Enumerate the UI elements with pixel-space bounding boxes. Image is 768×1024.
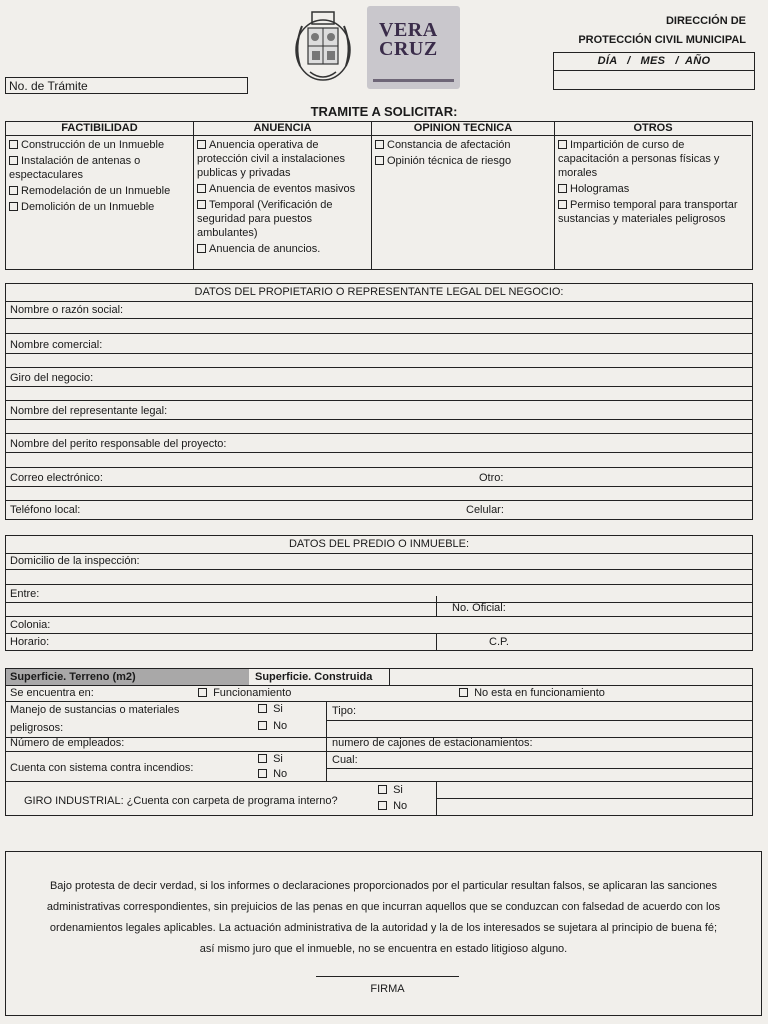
option-label: Demolición de un Inmueble (21, 201, 155, 213)
option-label: No (393, 800, 408, 812)
representante-field[interactable] (6, 401, 752, 420)
checkbox[interactable] (197, 184, 206, 193)
checkbox[interactable] (375, 156, 384, 165)
superficie-row (6, 669, 752, 686)
telefono-field[interactable] (6, 501, 752, 518)
field-label: Tipo: (332, 705, 357, 717)
manejo-no-option[interactable] (258, 720, 287, 732)
field-label: Número de empleados: (10, 737, 125, 749)
declaration-line: Bajo protesta de decir verdad, si los informes o declaraciones proporcionados por el particular resultan falsos, se aplicaran las sanciones (49, 880, 718, 892)
correo-field[interactable] (6, 468, 752, 487)
option-item[interactable] (558, 138, 748, 180)
property-section (5, 535, 753, 651)
column-opinion-tecnica (372, 122, 555, 269)
declaration-box (5, 851, 762, 1016)
field-label: Superficie. Construida (255, 671, 373, 683)
blank-row[interactable] (6, 420, 752, 434)
option-label: Temporal (Verificación de seguridad para puestos ambulantes) (197, 199, 333, 239)
perito-field[interactable] (6, 434, 752, 453)
no-oficial-row[interactable] (6, 603, 752, 617)
field-label: Entre: (10, 588, 40, 600)
option-item[interactable] (558, 182, 748, 196)
checkbox[interactable] (9, 186, 18, 195)
declaration-line: así mismo juro que el inmueble, no se encuentra en estado litigioso alguno. (199, 943, 568, 955)
checkbox[interactable] (9, 202, 18, 211)
divider (326, 768, 752, 769)
option-label: Si (273, 753, 283, 765)
option-label: Si (393, 784, 403, 796)
checkbox[interactable] (197, 200, 206, 209)
incendios-no-option[interactable] (258, 768, 287, 780)
field-label: Giro del negocio: (10, 372, 94, 384)
option-item[interactable] (375, 154, 551, 168)
checkbox[interactable] (378, 785, 387, 794)
entre-field[interactable] (6, 585, 752, 603)
option-label: Instalación de antenas o espectaculares (9, 155, 141, 181)
signature-line[interactable] (316, 976, 459, 977)
checkbox[interactable] (258, 721, 267, 730)
field-label: Correo electrónico: (10, 472, 103, 484)
option-label: No (273, 720, 288, 732)
giro-industrial-row (6, 782, 752, 815)
divider (436, 798, 752, 799)
horario-field[interactable] (6, 634, 752, 650)
divider (436, 634, 437, 650)
field-label: Teléfono local: (10, 504, 81, 516)
blank-row[interactable] (6, 487, 752, 501)
option-label: Si (273, 703, 283, 715)
divider (326, 738, 327, 752)
field-label: Nombre del representante legal: (10, 405, 168, 417)
field-label: Manejo de sustancias o materiales (10, 704, 180, 716)
option-label: Constancia de afectación (387, 139, 511, 151)
option-label: Anuencia de eventos masivos (209, 183, 356, 195)
blank-row[interactable] (6, 319, 752, 334)
option-label: Construcción de un Inmueble (21, 139, 165, 151)
owner-section-title: DATOS DEL PROPIETARIO O REPRESENTANTE LEGAL DEL NEGOCIO: (6, 284, 752, 302)
option-label: Anuencia operativa de protección civil a instalaciones publicas y privadas (197, 139, 345, 179)
column-anuencia (194, 122, 372, 269)
checkbox[interactable] (197, 244, 206, 253)
divider (326, 752, 327, 782)
checkbox[interactable] (558, 200, 567, 209)
option-item[interactable] (197, 182, 368, 196)
checkbox[interactable] (9, 140, 18, 149)
direction-title (566, 12, 746, 50)
direction-line-2: PROTECCIÓN CIVIL MUNICIPAL (578, 34, 746, 46)
declaration-text (14, 876, 753, 960)
option-label: No (273, 768, 288, 780)
field-label: peligrosos: (10, 722, 64, 734)
owner-section (5, 283, 753, 520)
field-label: No. Oficial: (452, 602, 506, 614)
signature-label: FIRMA (370, 983, 405, 995)
field-label: Nombre del perito responsable del proyecto: (10, 438, 227, 450)
option-label: Permiso temporal para transportar sustancias y materiales peligrosos (558, 199, 738, 225)
field-label: Nombre o razón social: (10, 304, 124, 316)
domicilio-field[interactable] (6, 553, 752, 570)
tramite-number-label: No. de Trámite (9, 79, 88, 93)
checkbox[interactable] (378, 801, 387, 810)
field-label: Horario: (10, 636, 50, 648)
option-label: Funcionamiento (213, 687, 292, 699)
field-label: Otro: (479, 472, 504, 484)
field-label: Nombre comercial: (10, 339, 103, 351)
date-field[interactable] (554, 71, 754, 88)
razon-social-field[interactable] (6, 301, 752, 319)
column-header: FACTIBILIDAD (6, 122, 193, 136)
divider (389, 669, 390, 686)
option-label: Impartición de curso de capacitación a personas físicas y morales (558, 139, 720, 179)
checkbox[interactable] (197, 140, 206, 149)
checkbox[interactable] (198, 688, 207, 697)
tramite-table (5, 121, 753, 270)
details-section (5, 668, 753, 816)
option-item[interactable] (9, 138, 190, 152)
option-label: Anuencia de anuncios. (209, 243, 321, 255)
funcionamiento-option[interactable] (198, 687, 291, 699)
giro-field[interactable] (6, 368, 752, 387)
field-label: Cuenta con sistema contra incendios: (10, 762, 194, 774)
checkbox[interactable] (258, 704, 267, 713)
field-label: Cual: (332, 754, 358, 766)
checkbox[interactable] (459, 688, 468, 697)
field-label: Colonia: (10, 619, 51, 631)
checkbox[interactable] (558, 140, 567, 149)
option-label: No esta en funcionamiento (474, 687, 605, 699)
logo-tagline (373, 79, 454, 82)
declaration-line: administrativas correspondientes, sin prejuicios de las penas en que incurran aquellos que se conduzcan con falsedad de acuerdo con los (46, 901, 721, 913)
giro-no-option[interactable] (378, 800, 407, 812)
option-item[interactable] (9, 154, 190, 182)
blank-row[interactable] (6, 453, 752, 468)
tramite-number-field[interactable] (5, 77, 248, 94)
state-seal-logo (290, 6, 356, 88)
option-label: Remodelación de un Inmueble (21, 185, 171, 197)
column-otros (555, 122, 751, 269)
option-item[interactable] (558, 198, 748, 226)
field-label: GIRO INDUSTRIAL: ¿Cuenta con carpeta de programa interno? (24, 795, 338, 807)
colonia-field[interactable] (6, 617, 752, 634)
field-label: numero de cajones de estacionamientos: (332, 737, 533, 749)
option-label: Opinión técnica de riesgo (387, 155, 512, 167)
option-item[interactable] (197, 138, 368, 180)
direction-line-1: DIRECCIÓN DE (665, 15, 746, 27)
checkbox[interactable] (558, 184, 567, 193)
blank-row[interactable] (6, 354, 752, 368)
logo-text-cruz: CRUZ (379, 38, 438, 60)
date-header: DÍA / MES / AÑO (554, 53, 754, 71)
option-item[interactable] (375, 138, 551, 152)
blank-row[interactable] (6, 570, 752, 585)
logo-text-vera: VERA (379, 19, 438, 41)
checkbox[interactable] (258, 769, 267, 778)
option-item[interactable] (197, 242, 368, 256)
option-item[interactable] (9, 184, 190, 198)
manejo-si-option[interactable] (258, 703, 283, 715)
column-header: OTROS (555, 122, 751, 136)
giro-si-option[interactable] (378, 784, 403, 796)
date-box (553, 52, 755, 90)
checkbox[interactable] (258, 754, 267, 763)
field-label: Domicilio de la inspección: (10, 555, 140, 567)
incendios-si-option[interactable] (258, 753, 283, 765)
column-header: OPINION TECNICA (372, 122, 554, 136)
tramite-title: TRAMITE A SOLICITAR: (310, 104, 458, 119)
divider (436, 596, 437, 617)
field-label: Superficie. Terreno (m2) (10, 671, 136, 683)
option-item[interactable] (197, 198, 368, 240)
checkbox[interactable] (375, 140, 384, 149)
veracruz-logo (367, 6, 460, 89)
option-label: Hologramas (570, 183, 630, 195)
incendios-row (6, 752, 752, 782)
manejo-row (6, 702, 752, 738)
field-label: Se encuentra en: (10, 687, 94, 699)
column-factibilidad (6, 122, 194, 269)
blank-row[interactable] (6, 387, 752, 401)
checkbox[interactable] (9, 156, 18, 165)
field-label: C.P. (489, 636, 509, 648)
option-item[interactable] (9, 200, 190, 214)
no-funcionamiento-option[interactable] (459, 687, 605, 699)
column-header: ANUENCIA (194, 122, 371, 136)
field-label: Celular: (466, 504, 504, 516)
divider (326, 720, 752, 721)
empleados-row[interactable] (6, 738, 752, 752)
se-encuentra-row (6, 686, 752, 702)
superficie-terreno-cell[interactable] (6, 669, 249, 685)
nombre-comercial-field[interactable] (6, 334, 752, 354)
declaration-line: ordenamientos legales aplicables. La actuación administrativa de la autoridad y la de los interesados se sujetara al principio de buena fé; (49, 922, 718, 934)
property-section-title: DATOS DEL PREDIO O INMUEBLE: (6, 536, 752, 554)
